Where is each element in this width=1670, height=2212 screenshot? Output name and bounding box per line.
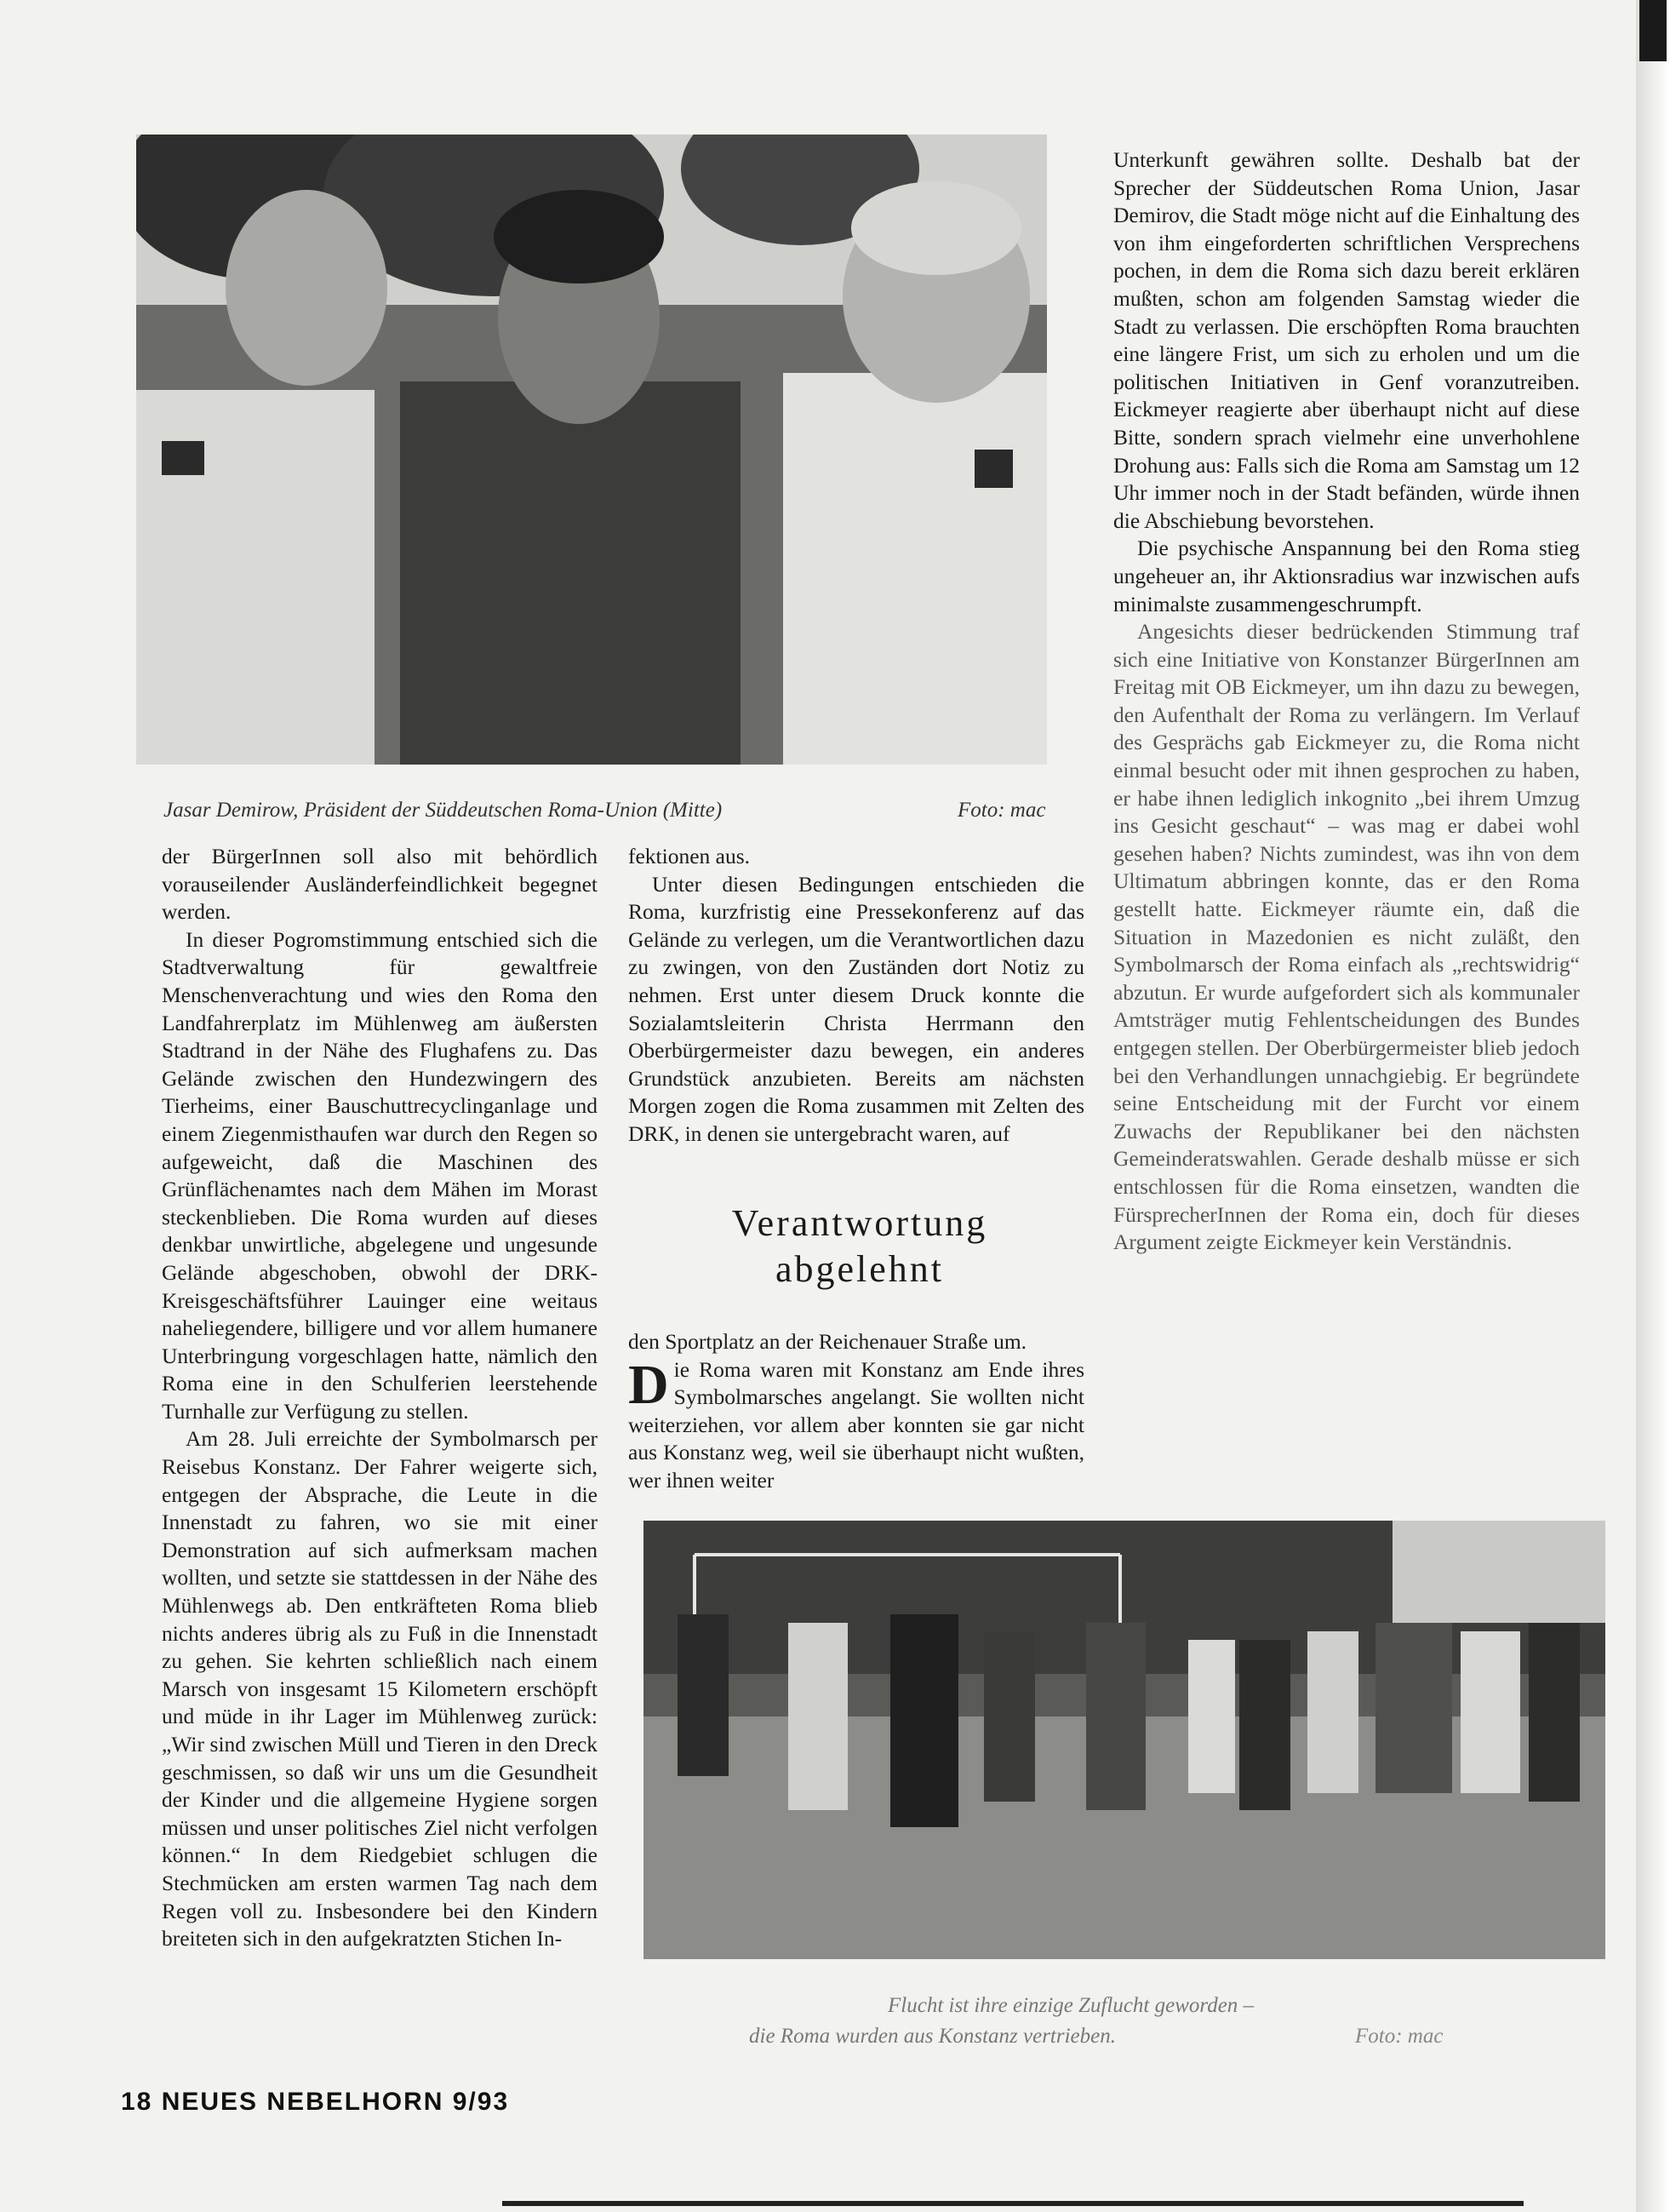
footer-rule bbox=[502, 2201, 1524, 2206]
article-column-1 bbox=[162, 843, 598, 1953]
column1-paragraph-1: der BürgerInnen soll also mit behördlich vorauseilender Ausländerfeindlichkeit begegnet werden. bbox=[162, 844, 598, 925]
corner-mark bbox=[1639, 0, 1667, 61]
drop-cap: D bbox=[628, 1353, 669, 1416]
column3-paragraph-1: Unterkunft gewähren sollte. Deshalb bat der Sprecher der Süddeutschen Roma Union, Jasar Demirov, die Stadt möge nicht auf die Einhaltung des von ihm eingeforderten schriftlichen Versprechens pochen, in dem die Roma sich dazu bereit erklären mußten, schon am folgenden Samstag wieder die Stadt zu verlassen. Die erschöpften Roma brauchten eine längere Frist, um sich zu erholen und um die politischen Initiativen in Genf voranzutreiben. Eickmeyer reagierte aber überhaupt nicht auf diese Bitte, sondern sprach vielmehr eine unverhohlene Drohung aus: Falls sich die Roma am Samstag um 12 Uhr immer noch in der Stadt befänden, würde ihnen die Abschiebung bevorstehen. bbox=[1113, 147, 1580, 533]
column3-paragraph-3: Angesichts dieser bedrückenden Stimmung traf sich eine Initiative von Konstanzer BürgerInnen am Freitag mit OB Eickmeyer, um ihn dazu zu bewegen, den Aufenthalt der Roma zu verlängern. Im Verlauf des Gesprächs gab Eickmeyer zu, die Roma nicht einmal besucht oder mit ihnen gesprochen zu haben, er habe ihnen lediglich inkognito „bei ihrem Umzug ins Gesicht geschaut“ – was mag er dabei wohl gesehen haben? Nichts zumindest, was ihn von dem Ultimatum abbringen konnte, das er den Roma gestellt hatte. Eickmeyer räumte ein, daß die Situation in Mazedonien es nicht zuläßt, den Symbolmarsch der Roma einfach als „rechtswidrig“ abzutun. Er wurde aufgefordert sich als kommunaler Amtsträger mutig Fehlentscheidungen des Bundes entgegen stellen. Der Oberbürgermeister blieb jedoch bei den Verhandlungen unnachgiebig. Er begründete seine Entscheidung mit der Furcht vor einem Zuwachs der Republikaner bei den nächsten Gemeinderatswahlen. Gerade deshalb müsse er sich entschlossen für die Roma einsetzen, wandten die FürsprecherInnen der Roma ein, doch für dieses Argument zeigte Eickmeyer kein Verständnis. bbox=[1113, 619, 1580, 1255]
article-column-2-continued bbox=[628, 1328, 1084, 1495]
page-edge bbox=[1636, 0, 1670, 2212]
subhead-line-2: abgelehnt bbox=[775, 1248, 945, 1290]
column2-paragraph-4-text: ie Roma waren mit Konstanz am Ende ihres Symbolmarsches angelangt. Sie wollten nicht weiterziehen, vor allem aber konnten sie gar nicht aus Konstanz weg, weil sie überhaupt nicht wußten, wer ihnen weiter bbox=[628, 1356, 1084, 1493]
photo-demirow bbox=[136, 135, 1047, 765]
column2-paragraph-4 bbox=[628, 1353, 1084, 1495]
article-column-3 bbox=[1113, 146, 1580, 1257]
photo-sportplatz-image bbox=[643, 1521, 1605, 1959]
photo-sportplatz-credit: Foto: mac bbox=[1355, 2025, 1444, 2048]
section-subhead bbox=[647, 1201, 1072, 1292]
page-footer: 18 NEUES NEBELHORN 9/93 bbox=[121, 2088, 510, 2116]
column2-paragraph-3: den Sportplatz an der Reichenauer Straße um. bbox=[628, 1329, 1027, 1354]
photo-sportplatz bbox=[643, 1521, 1605, 1959]
column2-paragraph-1: fektionen aus. bbox=[628, 844, 751, 868]
column1-paragraph-3: Am 28. Juli erreichte der Symbolmarsch per Reisebus Konstanz. Der Fahrer weigerte sich, entgegen der Absprache, die Leute in die Innenstadt zu fahren, wo sie mit einer Demonstration auf sich aufmerksam machen wollten, und setzte sie stattdessen in der Nähe des Mühlenwegs ab. Den entkräfteten Roma blieb nichts anderes übrig als zu Fuß in die Innenstadt zu gehen. Sie kehrten schließlich nach einem Marsch von insgesamt 15 Kilometern erschöpft und müde in ihr Lager im Mühlenweg zurück: „Wir sind zwischen Müll und Tieren in den Dreck geschmissen, so daß wir uns um die Gesundheit der Kinder und die allgemeine Hygiene sorgen müssen und unser politisches Ziel nicht verfolgen können.“ In dem Riedgebiet schlugen die Stechmücken am ersten warmen Tag nach dem Regen voll zu. Insbesondere bei den Kindern breiteten sich in den aufgekratzten Stichen In- bbox=[162, 1426, 598, 1951]
photo-sportplatz-caption-line-1: Flucht ist ihre einzige Zuflucht geworden – bbox=[888, 1994, 1255, 2017]
photo-sportplatz-caption-line-2: die Roma wurden aus Konstanz vertrieben. bbox=[749, 2025, 1116, 2048]
column1-paragraph-2: In dieser Pogromstimmung entschied sich die Stadtverwaltung für gewaltfreie Menschenverachtung und wies den Roma den Landfahrerplatz im Mühlenweg am äußersten Stadtrand in der Nähe des Flughafens zu. Das Gelände zwischen den Hundezwingern des Tierheims, einer Bauschuttrecyclinganlage und einem Ziegenmisthaufen war durch den Regen so aufgeweicht, daß die Maschinen des Grünflächenamtes nach dem Mähen im Morast steckenblieben. Die Roma wurden auf dieses denkbar unwirtliche, abgelegene und ungesunde Gelände abgeschoben, obwohl der DRK-Kreisgeschäftsführer Lauinger eine weitaus naheliegendere, billigere und vor allem humanere Unterbringung vorgeschlagen hatte, nämlich den Roma eine in den Schulferien leerstehende Turnhalle zur Verfügung zu stellen. bbox=[162, 926, 598, 1424]
photo-demirow-image bbox=[136, 135, 1047, 765]
column2-paragraph-2: Unter diesen Bedingungen entschieden die Roma, kurzfristig eine Pressekonferenz auf das Gelände zu verlegen, um die Verantwortlichen dazu zu zwingen, von den Zuständen dort Notiz zu nehmen. Erst unter diesem Druck konnte die Sozialamtsleiterin Christa Herrmann den Oberbürgermeister dazu bewegen, ein anderes Grundstück anzubieten. Bereits am nächsten Morgen zogen die Roma zusammen mit Zelten des DRK, in denen sie untergebracht waren, auf bbox=[628, 871, 1084, 1146]
article-column-2 bbox=[628, 843, 1084, 1149]
column3-paragraph-2: Die psychische Anspannung bei den Roma stieg ungeheuer an, ihr Aktionsradius war inzwischen aufs minimalste zusammengeschrumpft. bbox=[1113, 536, 1580, 616]
subhead-line-1: Verantwortung bbox=[731, 1202, 988, 1244]
photo-demirow-credit: Foto: mac bbox=[958, 799, 1046, 822]
photo-demirow-caption: Jasar Demirow, Präsident der Süddeutschen Roma-Union (Mitte) bbox=[163, 799, 723, 822]
